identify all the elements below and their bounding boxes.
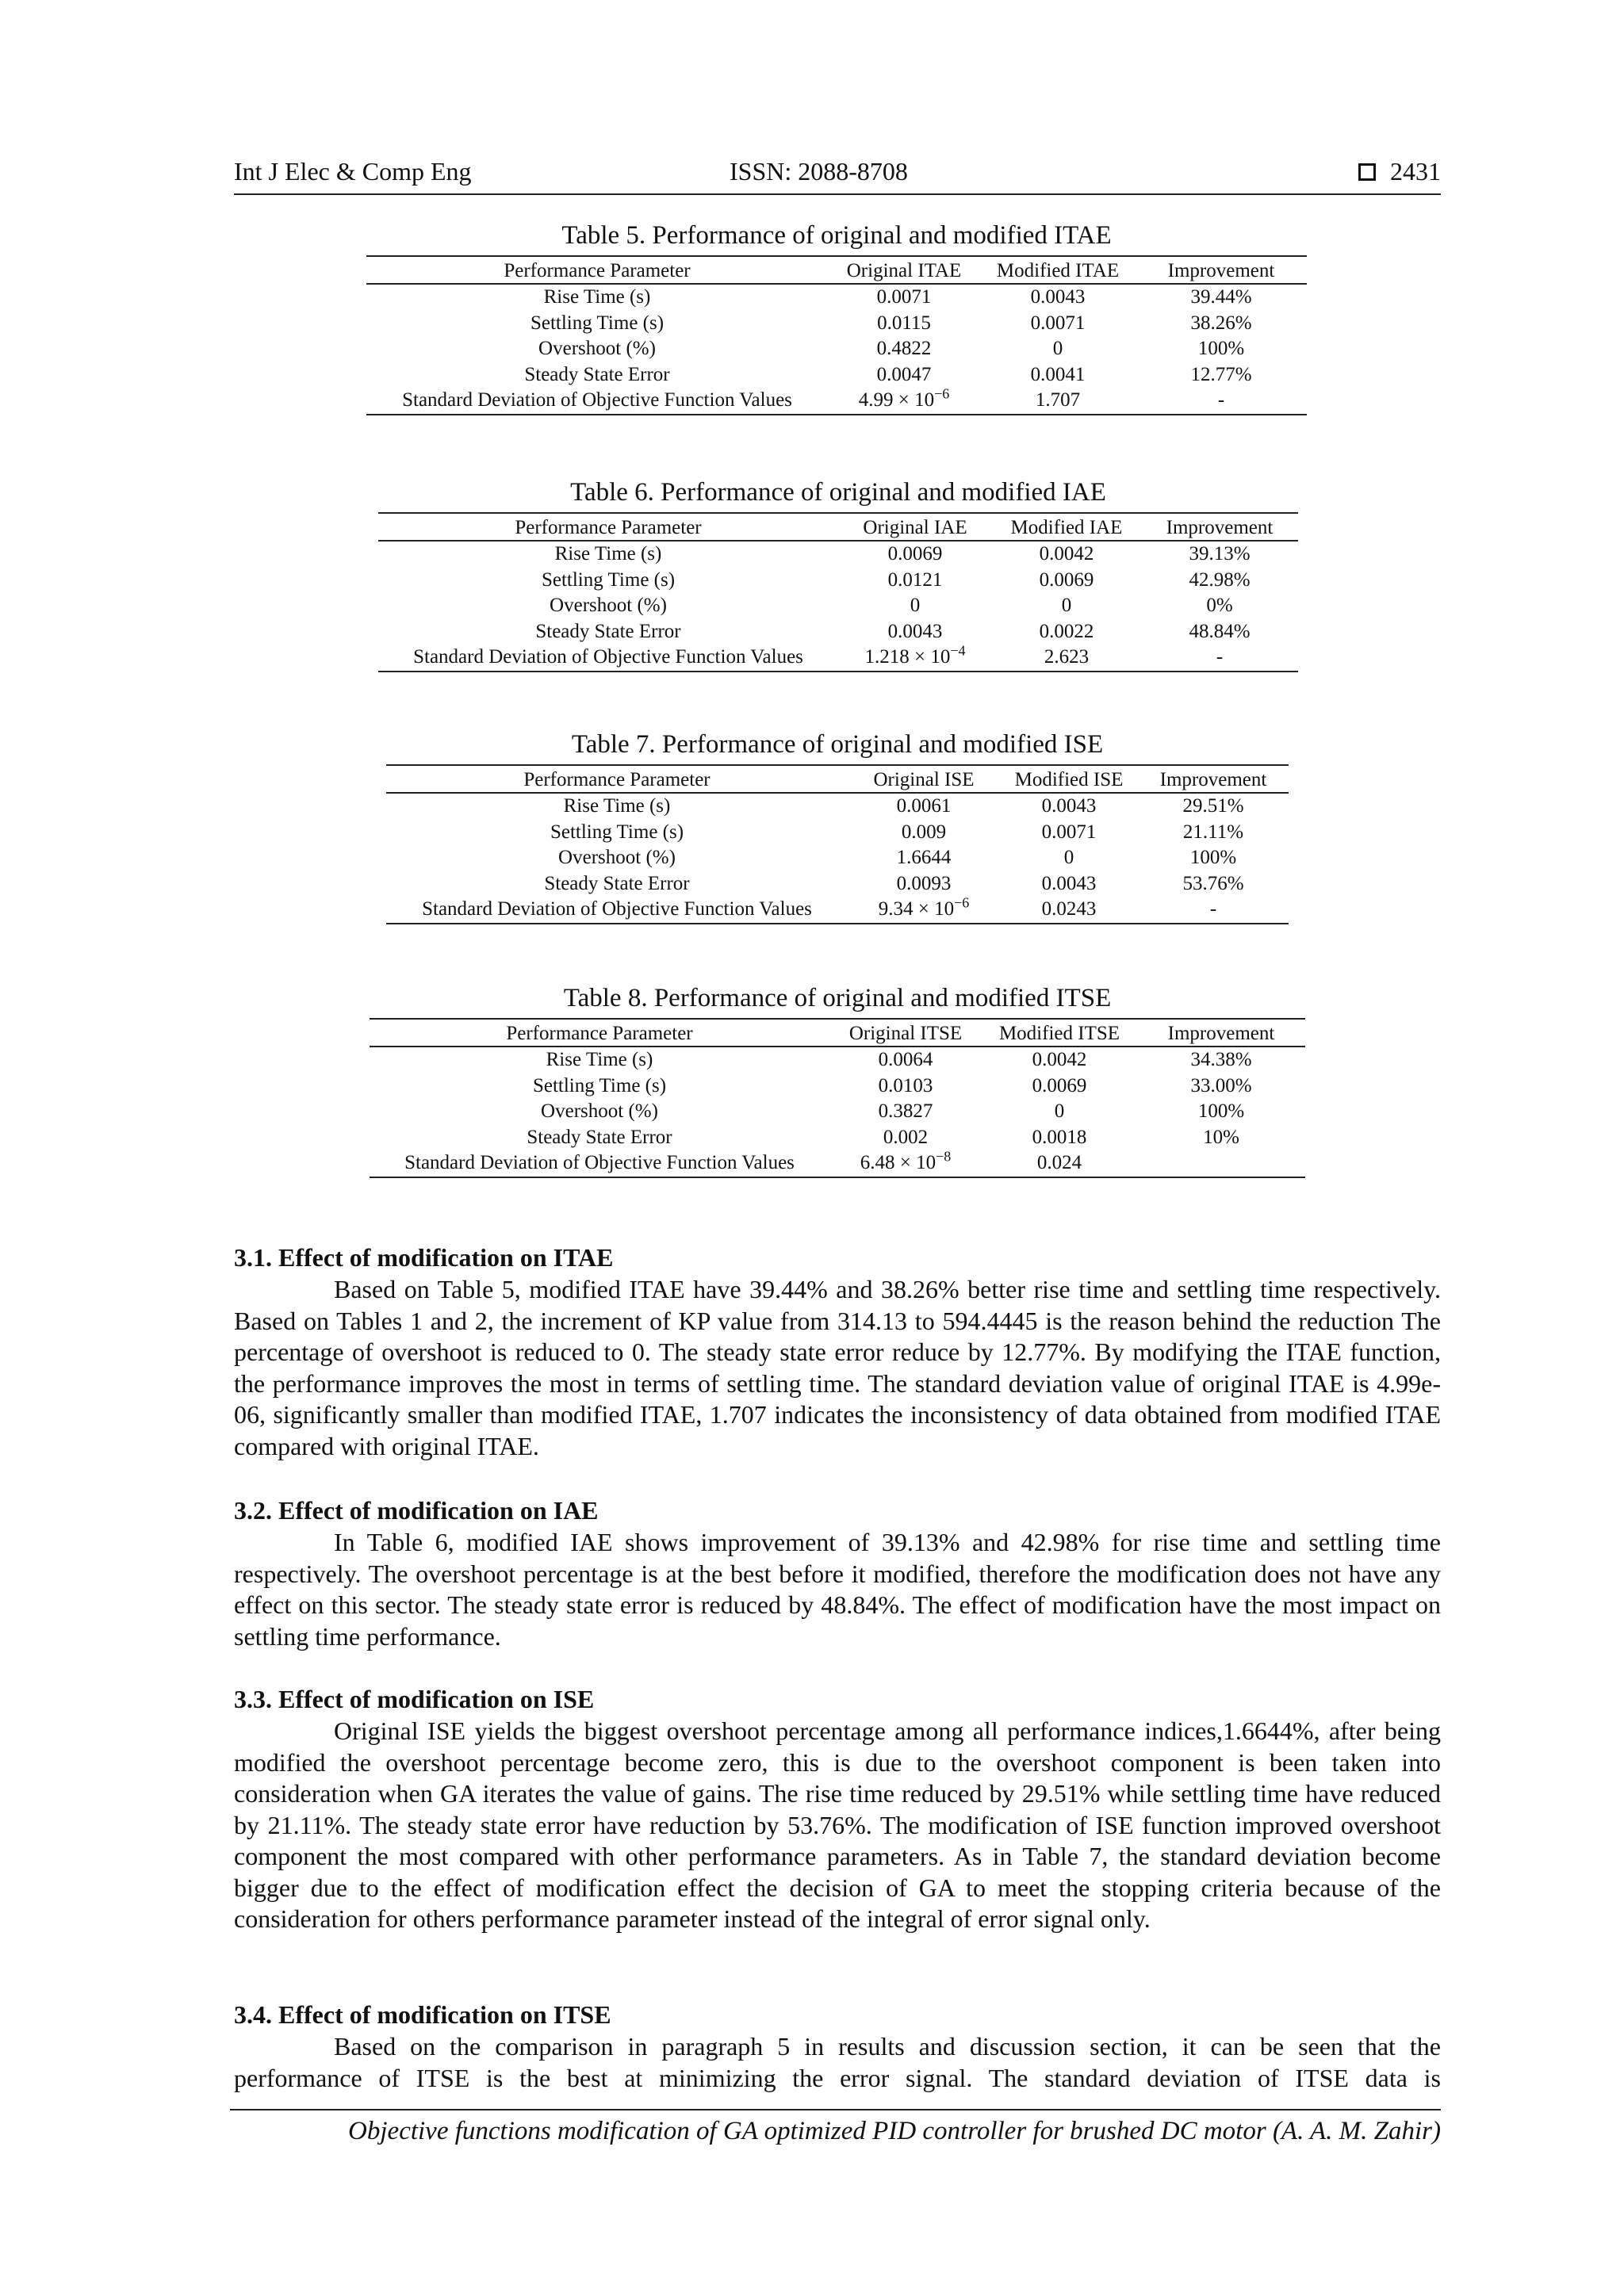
- table-cell: 0.0043: [1041, 872, 1097, 894]
- column-header: Performance Parameter: [370, 1019, 829, 1047]
- sd-exponent: −6: [934, 385, 950, 402]
- sd-original-value: [829, 1150, 982, 1177]
- table-8-title: Table 8. Performance of original and modified ITSE: [563, 984, 1112, 1012]
- table-cell: 34.38%: [1190, 1049, 1252, 1070]
- section-heading-3-1: 3.1. Effect of modification on ITAE: [234, 1243, 614, 1272]
- table-cell: 100%: [1189, 847, 1237, 868]
- table-8: [370, 1018, 1305, 1178]
- table-row: [378, 541, 1298, 568]
- table-cell: Standard Deviation of Objective Function Values: [404, 1152, 795, 1173]
- table-cell: 0.0041: [1030, 363, 1086, 385]
- table-header-row: [366, 256, 1307, 284]
- sd-original-value: [828, 385, 980, 415]
- table-cell: 0: [910, 595, 921, 616]
- table-row: [378, 568, 1298, 594]
- table-cell: 0.0069: [887, 543, 943, 564]
- column-header: Improvement: [1138, 765, 1289, 793]
- table-cell: 0.0115: [877, 312, 931, 334]
- square-icon: [1358, 163, 1376, 181]
- table-cell: 0: [1061, 595, 1072, 616]
- table-cell: Standard Deviation of Objective Function Values: [422, 898, 812, 920]
- column-header: Modified ITSE: [982, 1019, 1137, 1047]
- table-cell: Standard Deviation of Objective Function Values: [402, 389, 792, 411]
- table-cell: Settling Time (s): [550, 821, 684, 843]
- table-5: [366, 255, 1307, 415]
- table-cell: Steady State Error: [524, 363, 670, 385]
- table-6: [378, 512, 1298, 672]
- sd-original-value: [838, 642, 992, 672]
- table-row: [366, 336, 1307, 362]
- table-cell: 42.98%: [1189, 568, 1251, 591]
- column-header: Performance Parameter: [366, 256, 828, 284]
- section-paragraph-3-2: In Table 6, modified IAE shows improvement of 39.13% and 42.98% for rise time and settling time respectively. The overshoot percentage is at the best before it modified, therefore the modification does not have any effect on this sector. The steady state error is reduced by 48.84%. The effect of modification have the most impact on settling time performance.: [234, 1528, 1441, 1651]
- table-cell: 0.0071: [1030, 312, 1086, 334]
- section-heading-3-2: 3.2. Effect of modification on IAE: [234, 1496, 599, 1525]
- table-cell: Steady State Error: [527, 1126, 672, 1148]
- table-cell: Settling Time (s): [532, 1074, 667, 1096]
- table-row: [378, 619, 1298, 645]
- page-header: [234, 155, 1441, 195]
- table-cell: 0.0071: [876, 286, 932, 308]
- table-row: [370, 1125, 1305, 1151]
- table-cell: Overshoot (%): [558, 847, 676, 868]
- table-cell: 39.13%: [1189, 543, 1251, 564]
- table-row: [386, 820, 1289, 846]
- sd-exponent: −6: [954, 894, 970, 911]
- table-row: [366, 284, 1307, 311]
- table-row: [366, 311, 1307, 337]
- sd-mantissa: 9.34 × 10: [878, 898, 955, 920]
- section-paragraph-3-1: Based on Table 5, modified ITAE have 39.44% and 38.26% better rise time and settling time respectively. Based on Tables 1 and 2, the increment of KP value from 314.13 to 594.4445 is the reason behind the reduction The percentage of overshoot is reduced to 0. The steady state error reduce by 12.77%. By modifying the ITAE function, the performance improves the most in terms of settling time. The standard deviation value of original ITAE is 4.99e-06, significantly smaller than modified ITAE, 1.707 indicates the inconsistency of data obtained from modified ITAE compared with original ITAE.: [234, 1275, 1441, 1460]
- table-cell: 0.0047: [876, 363, 932, 385]
- table-row: [370, 1099, 1305, 1125]
- table-row: [386, 793, 1289, 820]
- table-cell: 48.84%: [1189, 620, 1251, 642]
- table-cell: Overshoot (%): [550, 595, 667, 616]
- column-header: Modified IAE: [992, 513, 1141, 541]
- table-cell: 53.76%: [1182, 872, 1244, 894]
- table-cell: 0.0121: [887, 568, 943, 591]
- table-cell: 29.51%: [1182, 795, 1244, 817]
- table-cell: 0.0043: [1041, 795, 1097, 817]
- table-row: [370, 1047, 1305, 1073]
- table-7-title: Table 7. Performance of original and modified ISE: [571, 730, 1104, 759]
- section-heading-3-3: 3.3. Effect of modification on ISE: [234, 1685, 595, 1713]
- section-paragraph-3-3: Original ISE yields the biggest overshoot percentage among all performance indices,1.6644%, after being modified the overshoot percentage become zero, this is due to the overshoot component is been taken into consideration when GA iterates the value of gains. The rise time reduced by 29.51% while settling time have reduced by 21.11%. The steady state error have reduction by 53.76%. The modification of ISE function improved overshoot component the most compared with other performance parameters. As in Table 7, the standard deviation become bigger due to the effect of modification effect the decision of GA to meet the stopping criteria because of the consideration for others performance parameter instead of the integral of error signal only.: [234, 1716, 1441, 1933]
- table-cell: 0: [1054, 1100, 1065, 1122]
- table-row: [378, 645, 1298, 672]
- table-cell: Overshoot (%): [538, 338, 656, 359]
- column-header: Improvement: [1136, 256, 1307, 284]
- table-header-row: [378, 513, 1298, 541]
- table-cell: 0.3827: [878, 1100, 933, 1122]
- table-cell: Steady State Error: [535, 620, 681, 642]
- table-row: [370, 1073, 1305, 1100]
- sd-mantissa: 1.218 × 10: [864, 646, 951, 668]
- table-cell: Standard Deviation of Objective Function Values: [413, 646, 803, 668]
- table-cell: 0.0071: [1041, 821, 1097, 843]
- column-header: Modified ISE: [1000, 765, 1138, 793]
- issn: ISSN: 2088-8708: [730, 157, 908, 186]
- table-row: [386, 897, 1289, 924]
- table-cell: 0.0103: [878, 1074, 933, 1096]
- table-cell: 0.4822: [876, 338, 932, 359]
- table-cell: [1137, 1150, 1305, 1177]
- sd-exponent: −4: [950, 642, 966, 659]
- table-cell: Settling Time (s): [530, 312, 665, 334]
- table-cell: 33.00%: [1190, 1074, 1252, 1096]
- table-cell: -: [1216, 646, 1224, 668]
- sd-mantissa: 6.48 × 10: [860, 1152, 936, 1173]
- table-row: [370, 1150, 1305, 1177]
- table-row: [386, 845, 1289, 871]
- table-cell: Rise Time (s): [563, 795, 671, 817]
- table-row: [366, 388, 1307, 415]
- table-cell: 100%: [1197, 338, 1245, 359]
- column-header: Improvement: [1141, 513, 1298, 541]
- section-heading-3-4: 3.4. Effect of modification on ITSE: [234, 2000, 611, 2029]
- table-cell: Settling Time (s): [541, 568, 676, 591]
- column-header: Original ISE: [848, 765, 1000, 793]
- table-cell: -: [1209, 898, 1217, 920]
- table-cell: 0.024: [1036, 1152, 1082, 1173]
- table-cell: -: [1217, 389, 1225, 411]
- column-header: Performance Parameter: [378, 513, 838, 541]
- table-cell: Rise Time (s): [546, 1049, 653, 1070]
- table-cell: 12.77%: [1190, 363, 1252, 385]
- table-cell: 0.002: [883, 1126, 929, 1148]
- table-cell: 10%: [1203, 1126, 1239, 1148]
- column-header: Original IAE: [838, 513, 992, 541]
- column-header: Modified ITAE: [980, 256, 1136, 284]
- table-cell: 0.009: [901, 821, 947, 843]
- table-cell: 0.0243: [1041, 898, 1097, 920]
- table-cell: 0: [1063, 847, 1074, 868]
- table-cell: 38.26%: [1190, 312, 1252, 334]
- table-header-row: [370, 1019, 1305, 1047]
- table-cell: Rise Time (s): [543, 286, 651, 308]
- table-6-title: Table 6. Performance of original and modified IAE: [570, 478, 1106, 507]
- table-cell: 2.623: [1044, 646, 1090, 668]
- table-row: [386, 871, 1289, 897]
- sd-original-value: [848, 894, 1000, 924]
- table-cell: Steady State Error: [544, 872, 690, 894]
- table-cell: 0.0042: [1039, 543, 1094, 564]
- table-cell: 21.11%: [1182, 821, 1244, 843]
- table-row: [378, 593, 1298, 619]
- sd-exponent: −8: [936, 1148, 952, 1165]
- page-footer: Objective functions modification of GA optimized PID controller for brushed DC motor (A. A. M. Zahir): [230, 2109, 1441, 2146]
- sd-mantissa: 4.99 × 10: [858, 389, 935, 411]
- table-cell: 0.0061: [896, 795, 952, 817]
- table-cell: 0.0069: [1032, 1074, 1087, 1096]
- table-cell: Rise Time (s): [554, 543, 662, 564]
- table-cell: 1.6644: [896, 847, 952, 868]
- table-5-title: Table 5. Performance of original and modified ITAE: [561, 221, 1112, 250]
- column-header: Original ITAE: [828, 256, 980, 284]
- table-cell: 0.0093: [896, 872, 952, 894]
- table-cell: 0.0018: [1032, 1126, 1087, 1148]
- column-header: Performance Parameter: [386, 765, 848, 793]
- table-row: [366, 362, 1307, 388]
- table-cell: 0.0043: [887, 620, 943, 642]
- section-paragraph-3-4: Based on the comparison in paragraph 5 in results and discussion section, it can be seen that the performance of ITSE is the best at minimizing the error signal. The standard deviation of ITSE data is: [234, 2032, 1441, 2092]
- table-cell: 0.0064: [878, 1049, 933, 1070]
- column-header: Original ITSE: [829, 1019, 982, 1047]
- table-cell: 0.0043: [1030, 286, 1086, 308]
- table-cell: 100%: [1197, 1100, 1245, 1122]
- table-7: [386, 764, 1289, 924]
- table-cell: 0.0042: [1032, 1049, 1087, 1070]
- table-cell: Overshoot (%): [541, 1100, 658, 1122]
- table-cell: 0.0069: [1039, 568, 1094, 591]
- column-header: Improvement: [1137, 1019, 1305, 1047]
- journal-name: Int J Elec & Comp Eng: [234, 157, 472, 186]
- table-cell: 0.0022: [1039, 620, 1094, 642]
- table-cell: 1.707: [1035, 389, 1081, 411]
- table-header-row: [386, 765, 1289, 793]
- table-cell: 0: [1052, 338, 1063, 359]
- table-cell: 0%: [1206, 595, 1233, 616]
- page-number: 2431: [1390, 157, 1441, 186]
- table-cell: 39.44%: [1190, 286, 1252, 308]
